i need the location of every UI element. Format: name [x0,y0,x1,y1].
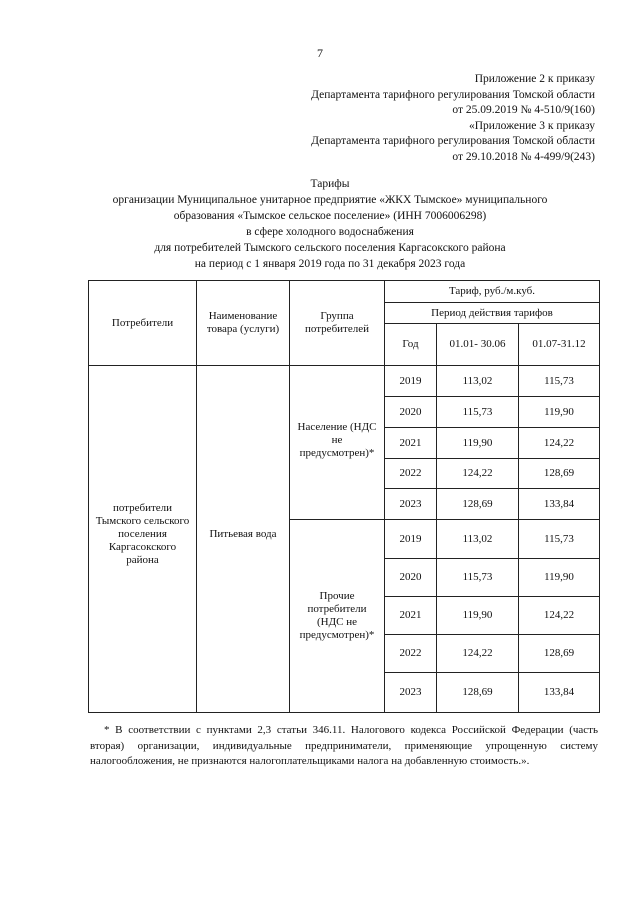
tariff-cell: 113,02 [437,366,519,397]
title-line: организации Муниципальное унитарное предприятие «ЖКХ Тымское» муниципального [112,194,548,206]
document-title [60,176,600,272]
tariff-cell: 133,84 [519,673,600,713]
tariff-table [88,280,600,713]
tariff-cell: 128,69 [437,673,519,713]
tariff-cell: 119,90 [437,428,519,459]
header-consumers: Потребители [89,281,197,366]
appendix-line: от 25.09.2019 № 4-510/9(160) [452,104,595,117]
group-cell-other: Прочие потребители (НДС не предусмотрен)* [290,520,385,713]
header-period-1: 01.01- 30.06 [437,324,519,366]
title-line: на период с 1 января 2019 года по 31 декабря 2023 года [194,258,466,270]
appendix-line: от 29.10.2018 № 4-499/9(243) [452,150,595,163]
header-product: Наименование товара (услуги) [197,281,290,366]
header-tariff: Тариф, руб./м.куб. [385,281,600,303]
title-line: Тарифы [310,178,350,190]
appendix-line: Департамента тарифного регулирования Томской области [311,135,595,148]
tariff-cell: 119,90 [437,597,519,635]
year-cell: 2020 [385,559,437,597]
tariff-cell: 113,02 [437,520,519,559]
group-cell-population: Население (НДС не предусмотрен)* [290,366,385,520]
year-cell: 2020 [385,397,437,428]
tariff-cell: 115,73 [519,366,600,397]
appendix-line: Приложение 2 к приказу [474,73,595,85]
tariff-cell: 115,73 [519,520,600,559]
tariff-cell: 128,69 [519,459,600,489]
tariff-cell: 119,90 [519,559,600,597]
header-year: Год [385,324,437,366]
year-cell: 2019 [385,520,437,559]
year-cell: 2023 [385,489,437,520]
appendix-line: Департамента тарифного регулирования Томской области [311,88,595,101]
year-cell: 2019 [385,366,437,397]
appendix-line: «Приложение 3 к приказу [468,119,595,132]
title-line: для потребителей Тымского сельского поселения Каргасокского района [154,242,506,254]
tariff-cell: 119,90 [519,397,600,428]
tariff-cell: 124,22 [437,459,519,489]
tariff-cell: 115,73 [437,559,519,597]
tariff-cell: 128,69 [437,489,519,520]
year-cell: 2021 [385,597,437,635]
table-row [89,366,600,397]
consumer-cell: потребители Тымского сельского поселения Каргасокского района [89,366,197,713]
tariff-cell: 115,73 [437,397,519,428]
footnote: * В соответствии с пунктами 2,3 статьи 346.11. Налогового кодекса Российской Федерации (часть вторая) организации, индивидуальные предприниматели, применяющие упрощенную систему налогообложения, не признаются налогоплательщиками налога на добавленную стоимость.». [90,724,598,767]
title-line: образования «Тымское сельское поселение» (ИНН 7006006298) [173,210,487,222]
year-cell: 2022 [385,635,437,673]
tariff-cell: 128,69 [519,635,600,673]
year-cell: 2022 [385,459,437,489]
header-period-2: 01.07-31.12 [519,324,600,366]
header-row [89,281,600,303]
title-line: в сфере холодного водоснабжения [246,226,414,238]
appendix-reference [311,72,595,166]
tariff-cell: 133,84 [519,489,600,520]
product-cell: Питьевая вода [197,366,290,713]
page-number: 7 [317,46,323,60]
tariff-cell: 124,22 [437,635,519,673]
tariff-cell: 124,22 [519,597,600,635]
year-cell: 2023 [385,673,437,713]
tariff-cell: 124,22 [519,428,600,459]
header-period: Период действия тарифов [385,303,600,324]
header-group: Группа потребителей [290,281,385,366]
year-cell: 2021 [385,428,437,459]
